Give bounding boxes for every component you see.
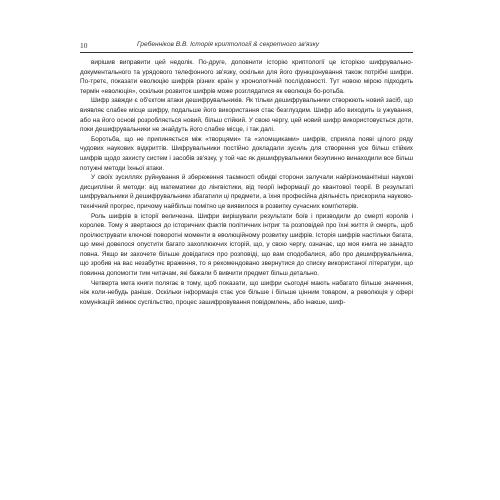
page-number: 10 bbox=[80, 41, 88, 50]
paragraph: вирішив виправити цей недолік. По-друге, доповнити історію криптології це історією шифрувально-документального та урядового телефонного зв'язку, оскільки для його функціонування також потрібні шифри. По-третє, показати еволюцію шифрів різних країн у хронологічній послідовності. Тут новою мірою підходить термін «еволюція», оскільки розвиток шифрів може розглядатися як еволюція бо-ротьба. bbox=[80, 59, 413, 95]
paragraph: Роль шифрів в історії величезна. Шифри вирішували результати боїв і призводили до смерті королів і королев. Тому я звертаюся до історичних фактів політичних інтриг та розповідей про їхні життя й смерть, щоб проілюструвати ключові поворотні моменти в еволюційному розвитку шифрів. Історія шифрів настільки багата, що мені довелося опустити багато захоплюючих історій, що, у свою чергу, означає, що моя книга не занадто повна. Якщо ви захочете більше довідатися про розповіді, що вам сподобалися, або про дешифрувальника, що зробив на вас незабутнє враження, то я рекомендовано звернутися до списку використаної літератури, що повинна допомогти тим читачам, які бажали б вивчити предмет більш детально. bbox=[80, 212, 413, 278]
paragraph: Четверта мета книги полягає в тому, щоб показати, що шифри сьогодні мають набагато більше значення, ніж коли-небудь раніше. Оскільки інформація стає усе більше і більше цінним товаром, а революція у сфері комунікацій змінює суспільство, процес зашифровування повідомлень, або інакше, шиф- bbox=[80, 279, 413, 306]
body-text bbox=[80, 58, 413, 307]
paragraph: Боротьба, що не припиняється між «творцями» та «зломщиками» шифрів, сприяла появі цілого ряду чудових наукових відкриттів. Шифрувальники постійно докладали зусиль для створення усе більш стійких шифрів щодо захисту систем і засобів зв'язку, у той час як дешифрувальники безупинно винаходили все більш потужні методи їхньої атаки. bbox=[80, 135, 413, 172]
header-rule bbox=[80, 52, 413, 53]
paragraph: Шифр завжди є об'єктом атаки дешифрувальників. Як тільки дешифрувальники створюють новий засіб, що виявляє слабке місце шифру, подальше його використання стає безглуздим. Шифр або виходить із ужування, або на його основі розробляється новий, більш стійкий. У свою чергу, цей новий шифр використовується доти, поки дешифрувальники не знайдуть його слабке місце, і так далі. bbox=[80, 97, 413, 134]
paragraph: У своїх зусиллях руйнування й збереження таємності обидві сторони залучали найрізноманітніші наукові дисципліни й методи: від математики до лінгвістики, від теорії інформації до квантової теорії. В результаті шифрувальники й дешифрувальники збагатили ці предмети, а їхня професійна діяльність прискорила науково-технічний прогрес, причому найбільш помітно це виявилося в розвитку сучасних комп'ютерів. bbox=[80, 174, 413, 210]
running-head: Гребенніков В.В. Історія криптології & секретного зв'язку bbox=[137, 41, 319, 48]
